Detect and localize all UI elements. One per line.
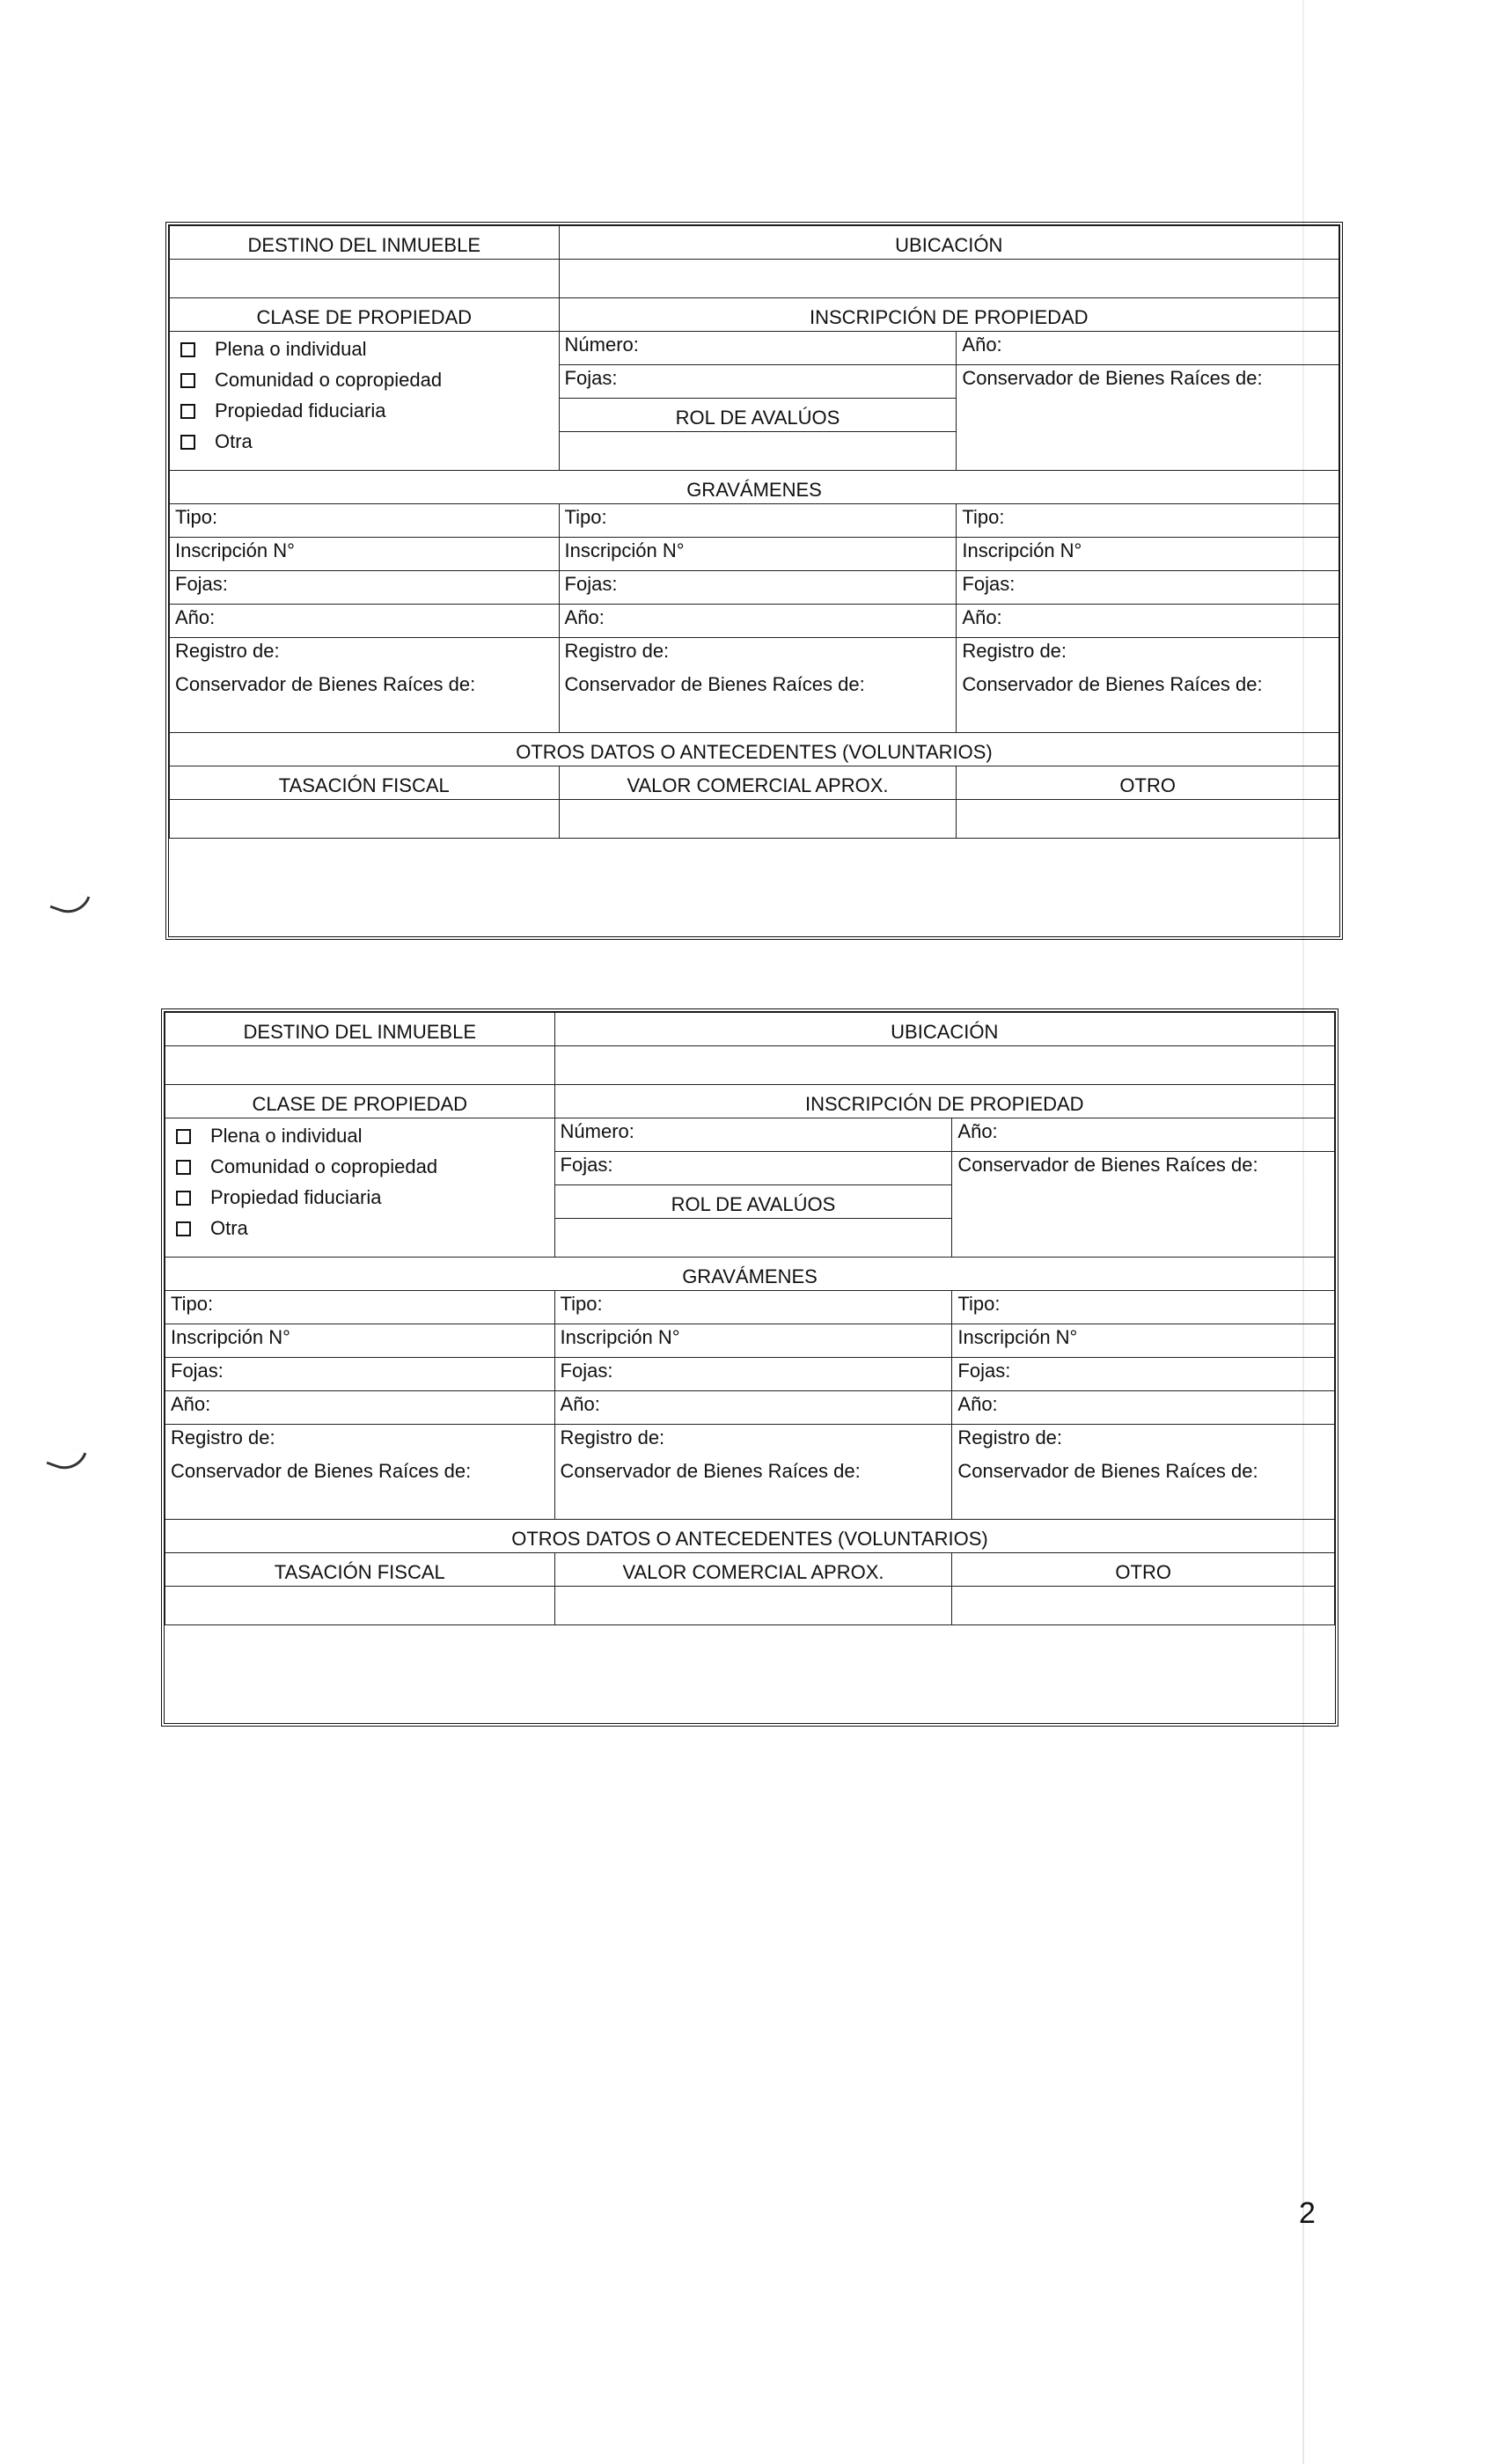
gravamen-anio-field[interactable]: Año: [559,605,957,638]
fojas-field[interactable]: Fojas: [554,1152,952,1185]
gravamen-conservador-field[interactable]: Conservador de Bienes Raíces de: [554,1458,952,1520]
otro-field[interactable] [952,1587,1335,1625]
gravamen-fojas-field[interactable]: Fojas: [554,1358,952,1391]
ubicacion-header: UBICACIÓN [559,226,1338,260]
clase-option[interactable] [175,396,554,427]
gravamen-conservador-field[interactable]: Conservador de Bienes Raíces de: [957,671,1339,733]
otros-header: OTROS DATOS O ANTECEDENTES (VOLUNTARIOS) [165,1520,1335,1553]
rol-field[interactable] [559,432,957,471]
checkbox-icon[interactable] [176,1160,191,1175]
clase-header: CLASE DE PROPIEDAD [170,298,560,332]
gravamen-fojas-field[interactable]: Fojas: [170,571,560,605]
property-form-1 [165,222,1343,940]
gravamen-conservador-field[interactable]: Conservador de Bienes Raíces de: [952,1458,1335,1520]
gravamen-inscripcion-field[interactable]: Inscripción N° [559,538,957,571]
clase-options-cell [170,332,560,471]
ubicacion-header: UBICACIÓN [554,1013,1334,1046]
gravamen-anio-field[interactable]: Año: [170,605,560,638]
clase-option-label: Otra [215,430,253,453]
gravamen-tipo-field[interactable]: Tipo: [170,504,560,538]
ubicacion-field[interactable] [554,1046,1334,1085]
clase-option-label: Plena o individual [210,1125,363,1148]
destino-header: DESTINO DEL INMUEBLE [165,1013,555,1046]
valor-header: VALOR COMERCIAL APROX. [554,1553,952,1587]
checkbox-icon[interactable] [176,1221,191,1236]
tasacion-field[interactable] [170,800,560,839]
clase-option-label: Comunidad o copropiedad [215,369,443,392]
gravamenes-header: GRAVÁMENES [170,471,1339,504]
gravamen-registro-field[interactable]: Registro de: [170,638,560,671]
gravamen-registro-field[interactable]: Registro de: [952,1425,1335,1458]
fojas-field[interactable]: Fojas: [559,365,957,399]
clase-option-label: Comunidad o copropiedad [210,1155,438,1178]
checkbox-icon[interactable] [180,373,195,388]
gravamen-tipo-field[interactable]: Tipo: [559,504,957,538]
gravamen-tipo-field[interactable]: Tipo: [165,1291,555,1324]
checkbox-icon[interactable] [180,404,195,419]
checkbox-icon[interactable] [180,435,195,450]
gravamen-inscripcion-field[interactable]: Inscripción N° [165,1324,555,1358]
rol-header: ROL DE AVALÚOS [554,1185,952,1219]
clase-option[interactable] [171,1214,549,1244]
gravamen-conservador-field[interactable]: Conservador de Bienes Raíces de: [559,671,957,733]
valor-header: VALOR COMERCIAL APROX. [559,766,957,800]
tasacion-field[interactable] [165,1587,555,1625]
destino-field[interactable] [165,1046,555,1085]
otro-field[interactable] [957,800,1339,839]
gravamen-tipo-field[interactable]: Tipo: [554,1291,952,1324]
otro-header: OTRO [952,1553,1335,1587]
gravamen-anio-field[interactable]: Año: [165,1391,555,1425]
gravamen-registro-field[interactable]: Registro de: [165,1425,555,1458]
gravamen-inscripcion-field[interactable]: Inscripción N° [170,538,560,571]
numero-field[interactable]: Número: [554,1118,952,1152]
gravamen-anio-field[interactable]: Año: [957,605,1339,638]
clase-option[interactable] [171,1121,549,1152]
clase-option[interactable] [175,334,554,365]
checkbox-icon[interactable] [176,1191,191,1206]
tasacion-header: TASACIÓN FISCAL [165,1553,555,1587]
gravamen-inscripcion-field[interactable]: Inscripción N° [554,1324,952,1358]
gravamenes-header: GRAVÁMENES [165,1258,1335,1291]
gravamen-anio-field[interactable]: Año: [952,1391,1335,1425]
gravamen-fojas-field[interactable]: Fojas: [952,1358,1335,1391]
gravamen-fojas-field[interactable]: Fojas: [165,1358,555,1391]
clase-option-label: Plena o individual [215,338,367,361]
inscripcion-header: INSCRIPCIÓN DE PROPIEDAD [559,298,1338,332]
valor-field[interactable] [559,800,957,839]
conservador-field[interactable]: Conservador de Bienes Raíces de: [957,365,1339,471]
gravamen-registro-field[interactable]: Registro de: [957,638,1339,671]
binder-hole-mark [50,885,91,920]
gravamen-fojas-field[interactable]: Fojas: [957,571,1339,605]
numero-field[interactable]: Número: [559,332,957,365]
clase-option[interactable] [175,365,554,396]
ubicacion-field[interactable] [559,260,1338,298]
valor-field[interactable] [554,1587,952,1625]
tasacion-header: TASACIÓN FISCAL [170,766,560,800]
anio-field[interactable]: Año: [957,332,1339,365]
gravamen-tipo-field[interactable]: Tipo: [957,504,1339,538]
gravamen-conservador-field[interactable]: Conservador de Bienes Raíces de: [165,1458,555,1520]
clase-option-label: Propiedad fiduciaria [210,1186,382,1209]
clase-option-label: Otra [210,1217,248,1240]
destino-header: DESTINO DEL INMUEBLE [170,226,560,260]
otro-header: OTRO [957,766,1339,800]
gravamen-inscripcion-field[interactable]: Inscripción N° [952,1324,1335,1358]
clase-options-cell [165,1118,555,1258]
anio-field[interactable]: Año: [952,1118,1335,1152]
clase-option[interactable] [171,1152,549,1183]
checkbox-icon[interactable] [180,342,195,357]
rol-field[interactable] [554,1219,952,1258]
destino-field[interactable] [170,260,560,298]
clase-option[interactable] [175,427,554,458]
gravamen-tipo-field[interactable]: Tipo: [952,1291,1335,1324]
gravamen-registro-field[interactable]: Registro de: [554,1425,952,1458]
gravamen-inscripcion-field[interactable]: Inscripción N° [957,538,1339,571]
property-form-table [169,225,1339,839]
rol-header: ROL DE AVALÚOS [559,399,957,432]
page-number: 2 [1299,2196,1316,2230]
inscripcion-header: INSCRIPCIÓN DE PROPIEDAD [554,1085,1334,1118]
otros-header: OTROS DATOS O ANTECEDENTES (VOLUNTARIOS) [170,733,1339,766]
clase-header: CLASE DE PROPIEDAD [165,1085,555,1118]
gravamen-fojas-field[interactable]: Fojas: [559,571,957,605]
clase-option-label: Propiedad fiduciaria [215,400,386,422]
gravamen-registro-field[interactable]: Registro de: [559,638,957,671]
checkbox-icon[interactable] [176,1129,191,1144]
property-form-2 [161,1008,1338,1727]
gravamen-conservador-field[interactable]: Conservador de Bienes Raíces de: [170,671,560,733]
gravamen-anio-field[interactable]: Año: [554,1391,952,1425]
binder-hole-mark [47,1441,87,1476]
clase-option[interactable] [171,1183,549,1214]
conservador-field[interactable]: Conservador de Bienes Raíces de: [952,1152,1335,1258]
property-form-table [165,1012,1335,1625]
